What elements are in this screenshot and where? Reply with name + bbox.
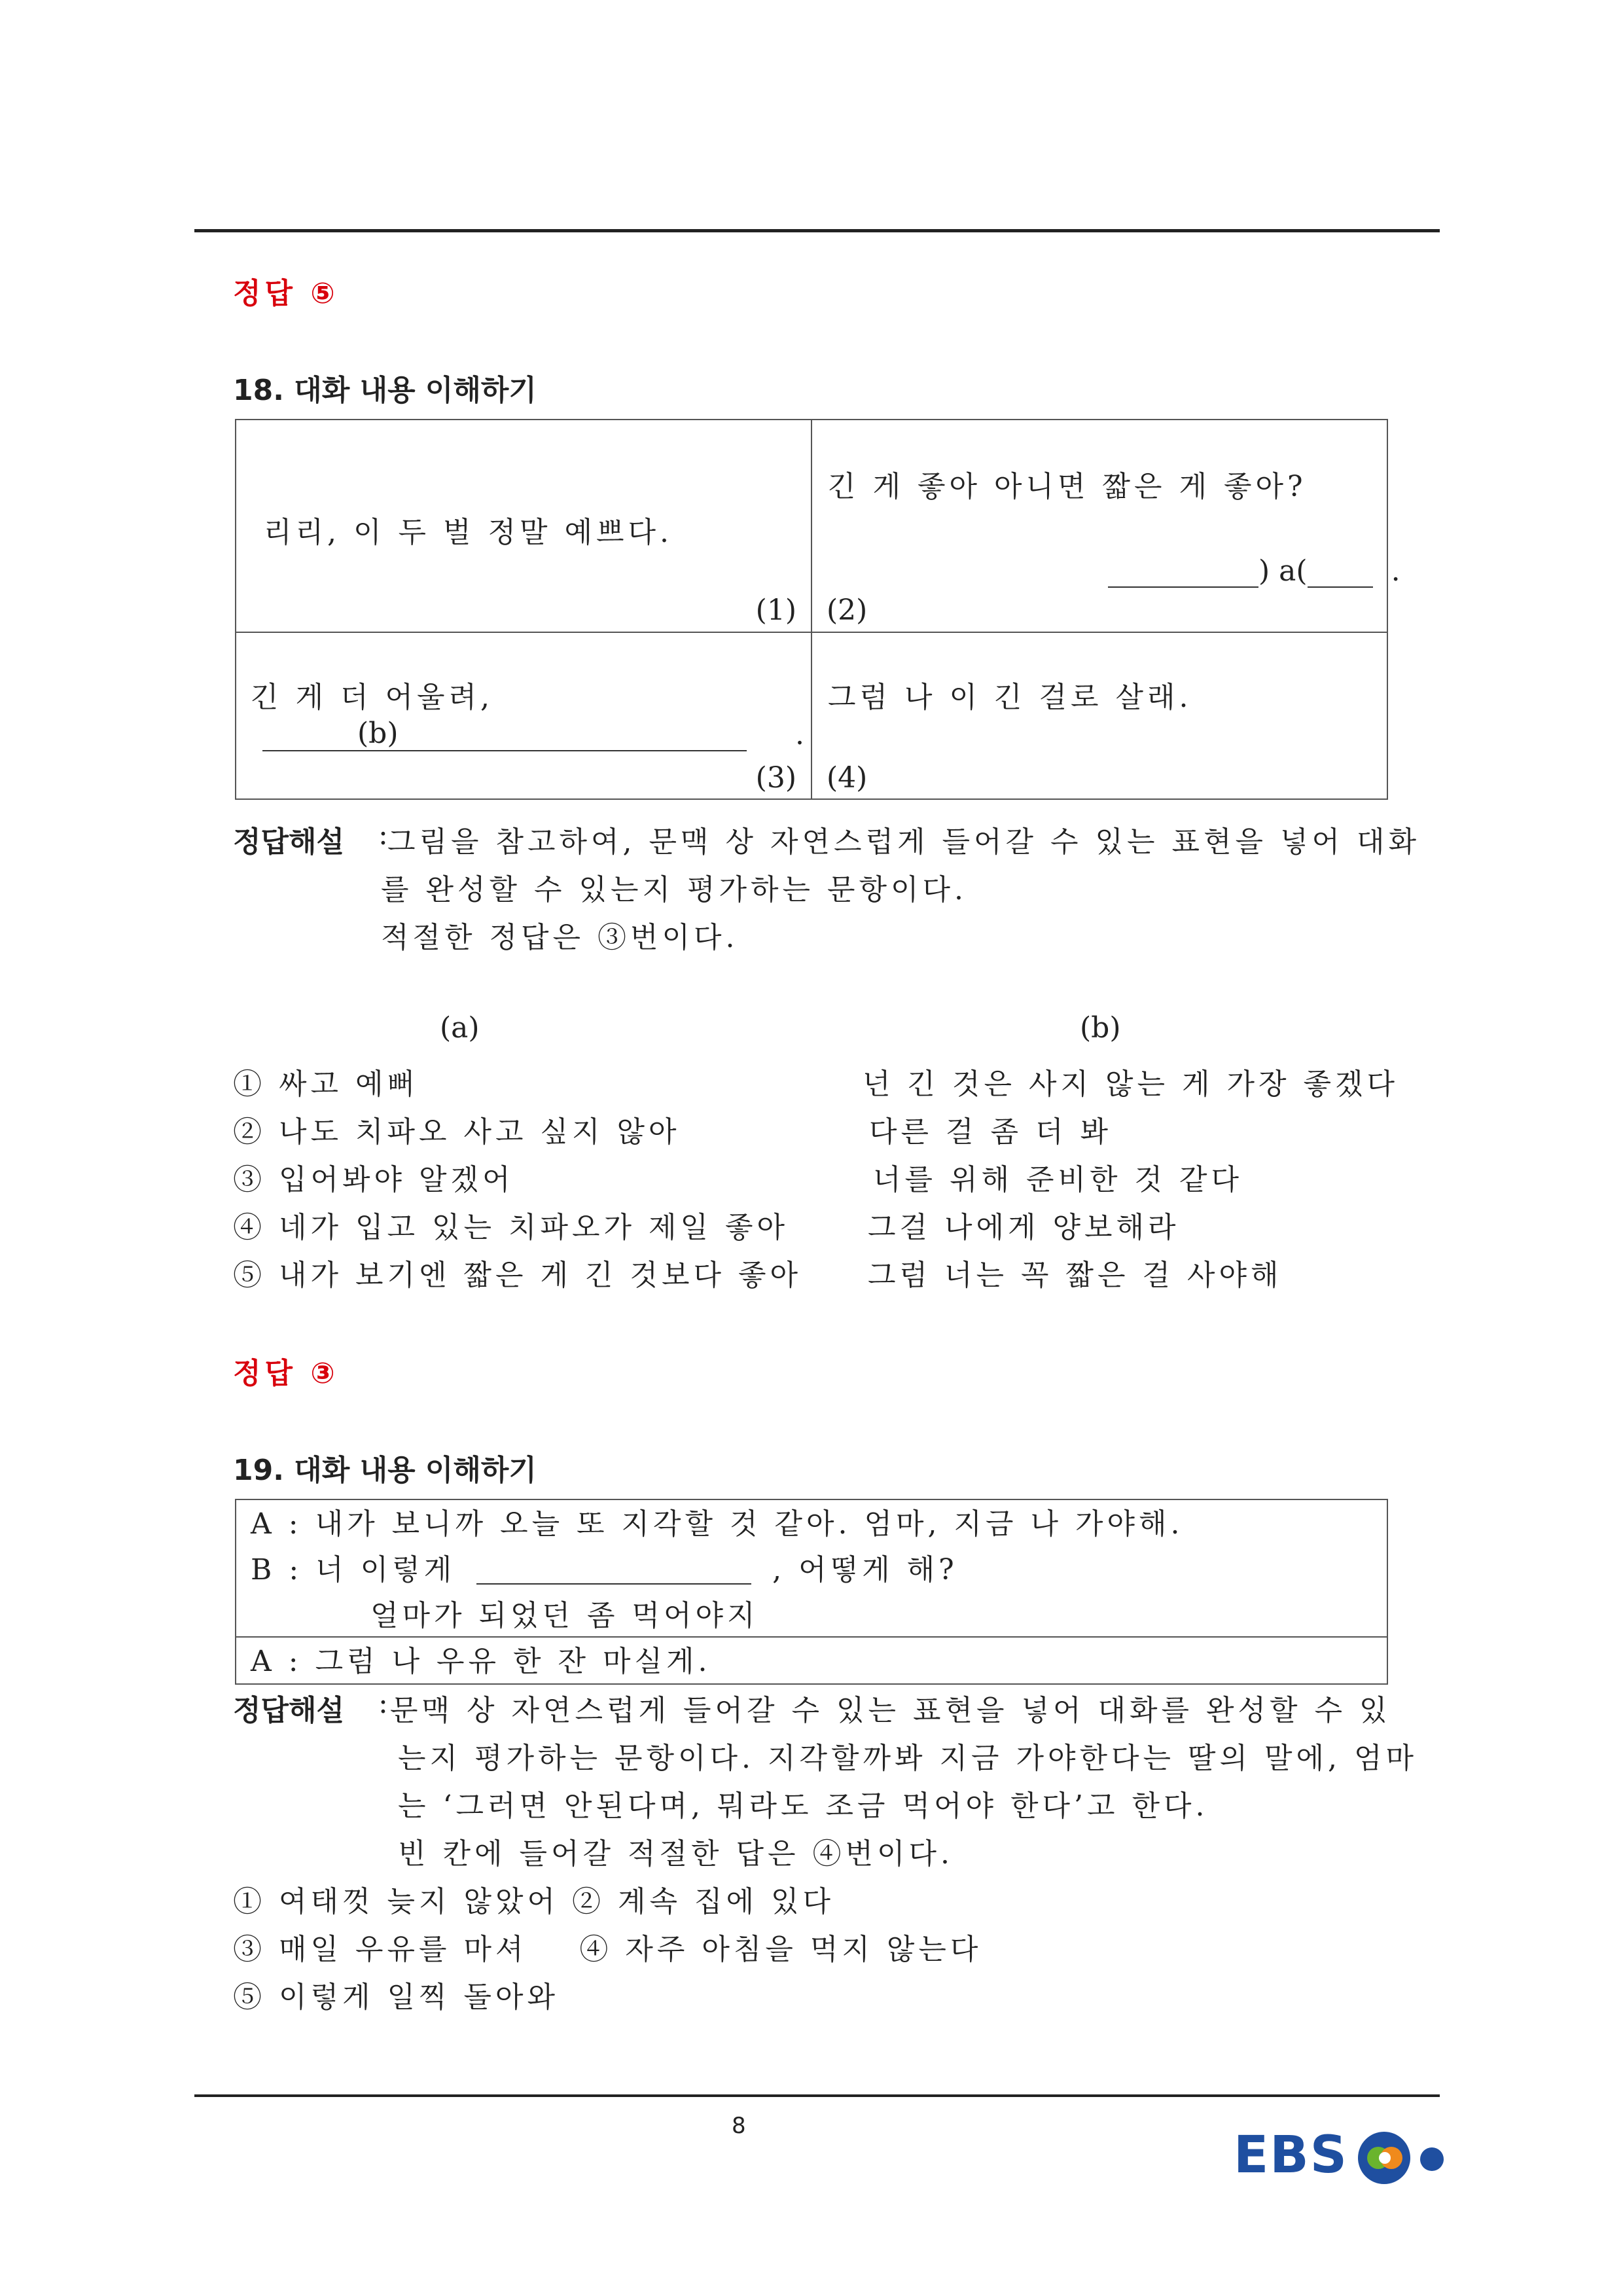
answer-17: 정답 ⑤ (233, 277, 339, 310)
q18-column-b-header: (b) (1080, 1011, 1121, 1045)
q18-blank-a-label: ) a( (1258, 554, 1308, 588)
q18-cell4-number: (4) (827, 761, 868, 795)
q19-explain-line: 는 ‘그러면 안된다며, 뭐라도 조금 먹어야 한다’고 한다. (398, 1789, 1209, 1823)
q19-explain-colon: : (378, 1687, 388, 1720)
q19-line-2 (251, 1546, 1387, 1594)
ebs-logo (1234, 2121, 1450, 2193)
q18-cell-4 (812, 632, 1387, 799)
q19-line-3: 얼마가 되었던 좀 먹어야지 (370, 1599, 759, 1632)
q18-option-a: ④ 네가 입고 있는 치파오가 제일 좋아 (233, 1211, 789, 1244)
q19-line-1: A : 내가 보니까 오늘 또 지각할 것 같아. 엄마, 지금 나 가야해. (251, 1507, 1184, 1541)
q19-explain-line: 빈 칸에 들어갈 적절한 답은 ④번이다. (398, 1837, 954, 1871)
q18-option-b: 그걸 나에게 양보해라 (868, 1211, 1180, 1244)
q18-option-a: ③ 입어봐야 알겠어 (233, 1163, 514, 1196)
q18-cell2-number: (2) (827, 594, 868, 627)
q19-option-row: ① 여태껏 늦지 않았어 ② 계속 집에 있다 (233, 1885, 834, 1918)
q18-option-b: 다른 걸 좀 더 봐 (869, 1115, 1112, 1149)
q18-cell3-blank (262, 717, 804, 751)
q18-cell1-number: (1) (755, 594, 796, 627)
q19-line-4: A : 그럼 나 우유 한 잔 마실게. (251, 1645, 711, 1678)
q18-picture-grid (235, 419, 1400, 800)
q19-explain-line: 는지 평가하는 문항이다. 지각할까봐 지금 가야한다는 딸의 말에, 엄마 (398, 1742, 1418, 1775)
answer-18: 정답 ③ (233, 1357, 339, 1390)
q18-title: 18. 대화 내용 이해하기 (233, 374, 537, 407)
q19-option-row: ⑤ 이렇게 일찍 돌아와 (233, 1981, 559, 2014)
q18-option-b: 그럼 너는 꼭 짧은 걸 사야해 (868, 1259, 1283, 1292)
q18-cell1-text: 리리, 이 두 벌 정말 예쁘다. (264, 516, 673, 549)
q18-cell-2 (812, 420, 1400, 632)
q19-option-row: ③ 매일 우유를 마셔 ④ 자주 아침을 먹지 않는다 (233, 1933, 982, 1966)
q18-cell2-text: 긴 게 좋아 아니면 짧은 게 좋아? (828, 470, 1307, 503)
q18-cell-3 (236, 632, 812, 799)
q18-option-a: ① 싸고 예뻐 (233, 1067, 419, 1101)
q19-dialogue-box (235, 1499, 1388, 1685)
q18-cell3-number: (3) (755, 761, 796, 795)
q19-line2-end: , 어떻게 해? (772, 1553, 958, 1587)
page-number: 8 (732, 2113, 746, 2139)
q18-cell3-text: 긴 게 더 어울려, (251, 681, 493, 714)
footer-divider (194, 2094, 1440, 2097)
q18-cell2-blank (1108, 554, 1400, 588)
q18-blank-b-label: (b) (357, 717, 399, 750)
q19-title: 19. 대화 내용 이해하기 (233, 1454, 537, 1487)
q18-explain-line: 적절한 정답은 ③번이다. (381, 921, 739, 954)
q19-line2-start: B : 너 이렇게 (251, 1553, 456, 1587)
q18-cell-1 (236, 420, 812, 632)
q18-column-a-header: (a) (440, 1011, 480, 1045)
q18-option-a: ⑤ 내가 보기엔 짧은 게 긴 것보다 좋아 (233, 1259, 802, 1292)
top-divider (194, 229, 1440, 232)
q18-option-a: ② 나도 치파오 사고 싶지 않아 (233, 1115, 681, 1149)
q18-cell4-text: 그럼 나 이 긴 걸로 살래. (828, 681, 1192, 714)
ebs-logo-text: EBS (1234, 2126, 1348, 2185)
q19-explain-label: 정답해설 (233, 1694, 345, 1727)
q19-answer-blank (476, 1560, 751, 1585)
q18-option-b: 넌 긴 것은 사지 않는 게 가장 좋겠다 (863, 1067, 1399, 1101)
q18-cell2-period: . (1391, 554, 1400, 588)
q18-option-b: 너를 위해 준비한 것 같다 (873, 1163, 1243, 1196)
q19-explain-line: 문맥 상 자연스럽게 들어갈 수 있는 표현을 넣어 대화를 완성할 수 있 (390, 1694, 1391, 1727)
q18-explain-label: 정답해설 (233, 825, 345, 859)
q18-cell3-period: . (795, 718, 804, 751)
q18-explain-line: 를 완성할 수 있는지 평가하는 문항이다. (381, 873, 967, 906)
ebs-logo-circles-icon (1355, 2128, 1453, 2187)
q18-explain-line: 그림을 참고하여, 문맥 상 자연스럽게 들어갈 수 있는 표현을 넣어 대화 (387, 825, 1420, 859)
q18-explain-colon: : (378, 818, 388, 852)
